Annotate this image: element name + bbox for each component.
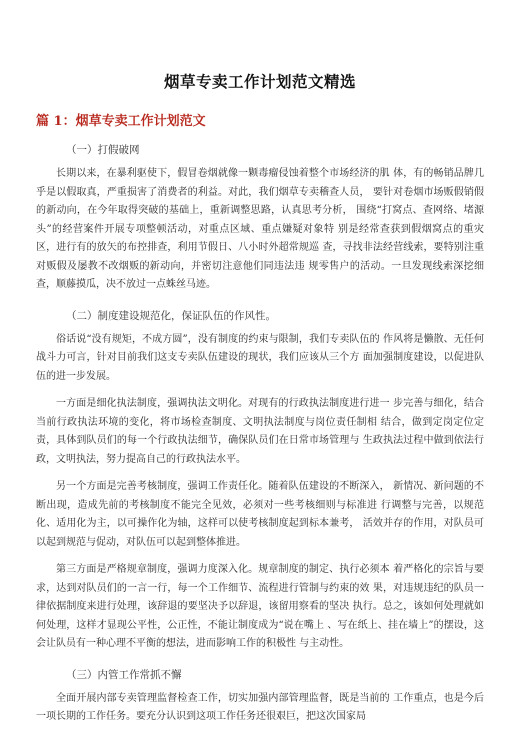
subheading-1: （一）打假破网: [66, 144, 140, 156]
paragraph-6: 全面开展内部专卖管理监督检查工作，切实加强内部管理监督，既是当前的 工作重点，也是今后一项长期的工作任务。要充分认识到这项工作任务还很艰巨，把这次国家局: [36, 692, 484, 722]
paragraph-2: 俗话说“没有规矩，不成方圆”，没有制度的约束与限制，我们专卖队伍的 作风将是懒散、无任何战斗力可言，针对目前我们这支专卖队伍建设的现状，我们应该从三个方 面加强制度建设，以促进队伍的进一步发展。: [36, 333, 484, 382]
paragraph-3: 一方面是细化执法制度，强调执法文明化。对现有的行政执法制度进行进一 步完善与细化，结合当前行政执法环境的变化，将市场检查制度、文明执法制度与岗位责任制相 结合，做到定岗定位定责，具体到队员们的每一个行政执法细节，确保队员们在日常市场管理与 生政执法过程中做到依法行政，文明执法，努力提高自己的行政执法水平。: [36, 398, 484, 465]
paragraph-5: 第三方面是严格规章制度，强调力度深入化。规章制度的制定、执行必须本 着严格化的宗旨与要求，达到对队员们的一言一行，每一个工作细节、流程进行管制与约束的效 果，对违规违纪的队员一律依据制度来进行处理，该辞退的要坚决予以辞退，该留用察看的坚决 执行。总之，该如何处理就如何处理，这样才显现公平性，公正性，不能让制度成为“说在嘴上 、写在纸上、挂在墙上”的摆设，这会让队员有一种心理不平衡的想法，进而影响工作的积极性 与主动性。: [36, 564, 484, 649]
document-title: 烟草专卖工作计划范文精选: [163, 72, 356, 91]
paragraph-4: 另一个方面是完善考核制度，强调工作责任化。随着队伍建设的不断深入， 新情况、新问题的不断出现，造成先前的考核制度不能完全见效，必须对一些考核细则与标准进 行调整与完善，以规范化、适用化为主，以可操作化为轴，这样可以使考核制度起到标本兼考， 活效并存的作用，对队员可以起到规范与促动，对队伍可以起到整体推进。: [36, 481, 484, 548]
section-heading: 篇 1：烟草专卖工作计划范文: [36, 114, 206, 129]
paragraph-1: 长期以来，在暴利驱使下，假冒卷烟就像一颗毒瘤侵蚀着整个市场经济的肌 体，有的畅销品牌几乎是以假取真，严重损害了消费者的利益。对此，我们烟草专卖稽查人员， 要针对卷烟市场贩假销假的新动向，在今年取得突破的基础上，重新调整思路，认真思考分析， 围绕“打窝点、查网络、堵源头”的经营案件开展专项整顿活动，对重点区域、重点嫌疑对象特 别是经常查获到假烟窝点的重灾区，进行有的放矢的布控排查，利用节假日、八小时外超常规巡 查，寻找非法经营线索，要特别注重对贩假及屡教不改烟贩的新动向，并密切注意他们同违法违 规零售户的活动。一旦发现线索深挖细查，顺藤摸瓜，决不放过一点蛛丝马迹。: [36, 168, 484, 290]
subheading-3: （三）内管工作常抓不懈: [66, 668, 182, 681]
subheading-2: （二）制度建设规范化，保证队伍的作风性。: [66, 309, 276, 322]
